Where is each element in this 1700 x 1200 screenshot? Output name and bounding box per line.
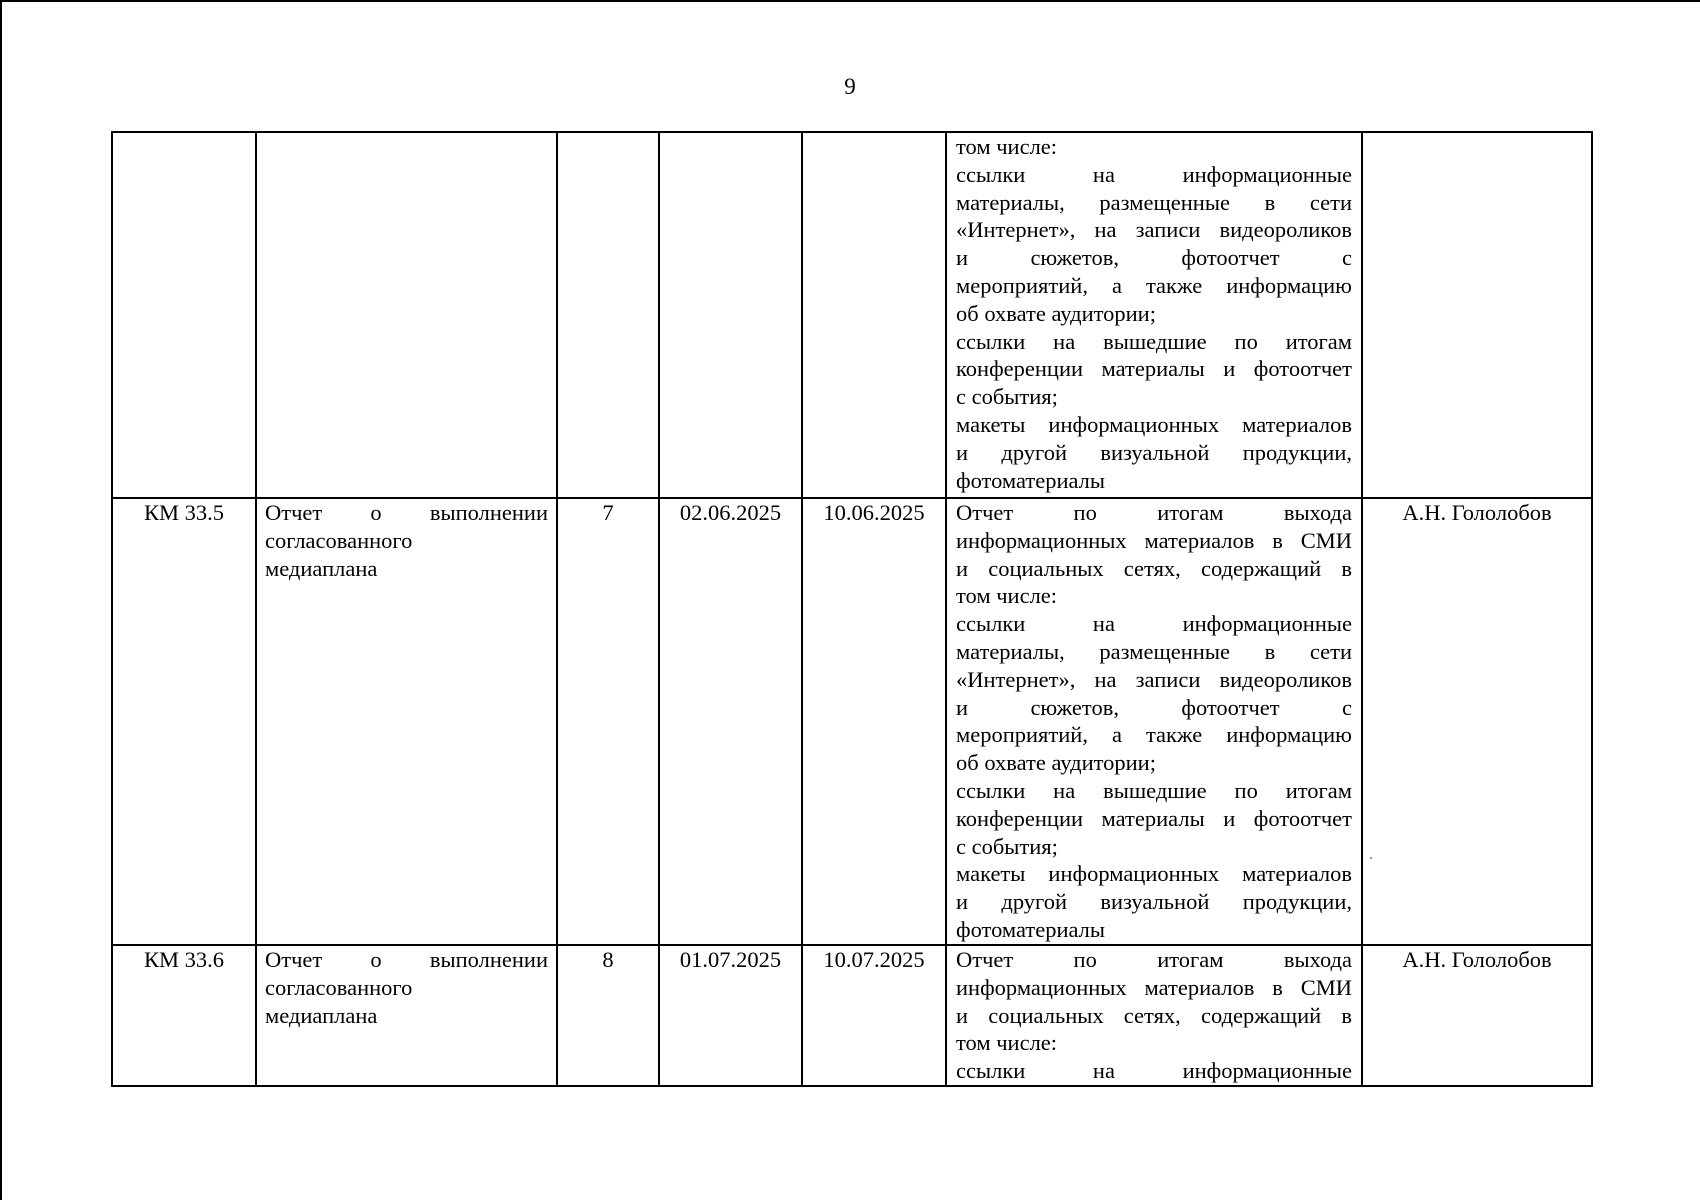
result-line: Отчет по итогам выхода (956, 500, 1352, 525)
result-line: и сюжетов, фотоотчет с (956, 694, 1352, 720)
page-top-edge (0, 0, 1700, 2)
cell-text: 10.07.2025 (823, 947, 925, 972)
cell-result (946, 498, 1362, 945)
name-line: Отчет о выполнении (265, 500, 548, 525)
result-line: ссылки на информационные (956, 611, 1352, 637)
result-line: ссылки на информационные (956, 161, 1352, 187)
result-line: об охвате аудитории; (956, 750, 1156, 776)
cell-text: КМ 33.5 (143, 500, 224, 525)
cell-number (557, 498, 659, 945)
cell-code (112, 132, 256, 498)
cell-responsible (1362, 498, 1592, 945)
result-paragraph (956, 161, 1352, 328)
result-line: том числе: (956, 134, 1058, 159)
scan-speck (1370, 857, 1372, 859)
cell-text: 02.06.2025 (679, 500, 782, 525)
milestones-table (111, 131, 1593, 1087)
result-line: и другой визуальной продукции, (956, 889, 1352, 915)
result-line: об охвате аудитории; (956, 300, 1156, 326)
name-line: согласованного (265, 527, 413, 553)
result-line: материалы, размещенные в сети (956, 189, 1352, 215)
page-left-edge (0, 0, 2, 1200)
result-line: с события; (956, 833, 1058, 859)
cell-start-date (659, 132, 802, 498)
result-line: с события; (956, 384, 1058, 410)
name-line: медиаплана (265, 1002, 378, 1028)
result-line: макеты информационных материалов (956, 861, 1352, 887)
result-line: «Интернет», на записи видеороликов (956, 217, 1352, 243)
cell-text: А.Н. Гололобов (1402, 500, 1552, 525)
result-line: Отчет по итогам выхода (956, 947, 1352, 972)
result-line: фотоматериалы (956, 467, 1106, 493)
cell-name (256, 132, 557, 498)
cell-start-date (659, 945, 802, 1086)
cell-result (946, 132, 1362, 498)
result-line: ссылки на вышедшие по итогам (956, 777, 1352, 803)
table-body (112, 132, 1592, 1086)
cell-text: А.Н. Гололобов (1402, 947, 1552, 972)
cell-result (946, 945, 1362, 1086)
result-paragraph (956, 777, 1352, 860)
name-line: Отчет о выполнении (265, 947, 548, 972)
cell-start-date (659, 498, 802, 945)
result-paragraph (956, 1057, 1352, 1085)
result-line: мероприятий, а также информацию (956, 722, 1352, 748)
page-number: 9 (844, 74, 856, 99)
result-line: том числе: (956, 583, 1058, 609)
result-line: фотоматериалы (956, 916, 1106, 942)
result-paragraph (956, 860, 1352, 943)
result-paragraph (956, 610, 1352, 777)
cell-end-date (802, 945, 946, 1086)
cell-end-date (802, 132, 946, 498)
cell-responsible (1362, 132, 1592, 498)
result-line: ссылки на вышедшие по итогам (956, 328, 1352, 354)
name-line: медиаплана (265, 555, 378, 581)
result-line: конференции материалы и фотоотчет (956, 356, 1352, 382)
result-line: ссылки на информационные (956, 1058, 1352, 1084)
result-line: макеты информационных материалов (956, 411, 1352, 437)
cell-name (256, 945, 557, 1086)
result-line: том числе: (956, 1030, 1058, 1056)
cell-end-date (802, 498, 946, 945)
result-line: конференции материалы и фотоотчет (956, 805, 1352, 831)
result-paragraph (956, 411, 1352, 494)
cell-text: 10.06.2025 (823, 500, 925, 525)
result-line: информационных материалов в СМИ (956, 527, 1352, 553)
result-line: и другой визуальной продукции, (956, 439, 1352, 465)
result-paragraph (956, 499, 1352, 610)
result-line: и социальных сетях, содержащий в (956, 1002, 1352, 1028)
table-row (112, 132, 1592, 498)
cell-number (557, 945, 659, 1086)
cell-code (112, 498, 256, 945)
name-line: согласованного (265, 974, 413, 1000)
result-line: и социальных сетях, содержащий в (956, 555, 1352, 581)
result-line: мероприятий, а также информацию (956, 272, 1352, 298)
cell-number (557, 132, 659, 498)
cell-text: КМ 33.6 (143, 947, 224, 972)
table-row (112, 945, 1592, 1086)
result-paragraph (956, 133, 1352, 161)
cell-responsible (1362, 945, 1592, 1086)
result-line: информационных материалов в СМИ (956, 974, 1352, 1000)
cell-name (256, 498, 557, 945)
result-line: «Интернет», на записи видеороликов (956, 666, 1352, 692)
result-line: материалы, размещенные в сети (956, 638, 1352, 664)
cell-text: 01.07.2025 (679, 947, 782, 972)
cell-text: 7 (602, 500, 614, 525)
cell-text: 8 (602, 947, 614, 972)
result-paragraph (956, 328, 1352, 411)
result-line: и сюжетов, фотоотчет с (956, 245, 1352, 271)
result-paragraph (956, 946, 1352, 1057)
cell-code (112, 945, 256, 1086)
table-row (112, 498, 1592, 945)
